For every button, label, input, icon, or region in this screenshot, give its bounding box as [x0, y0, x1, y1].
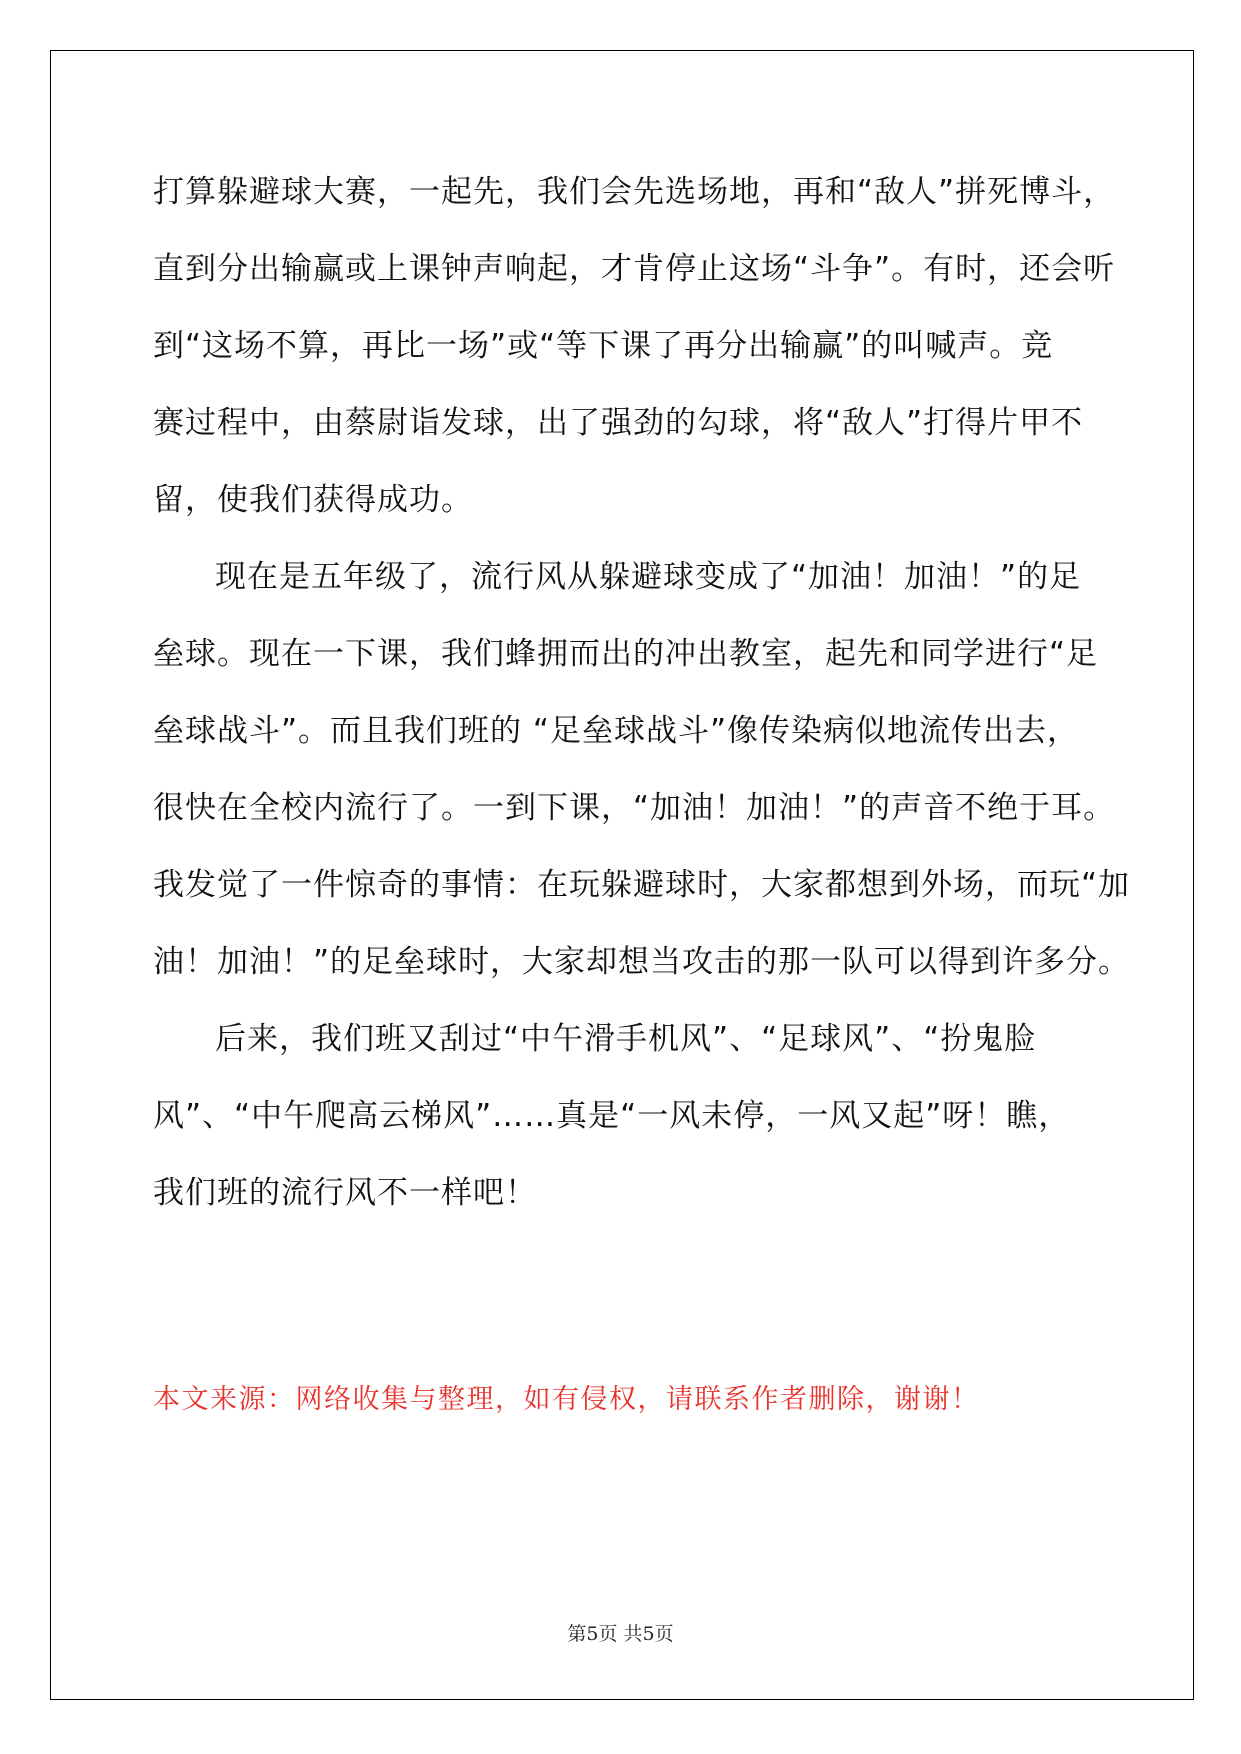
page-number-footer: 第5页 共5页 — [567, 1623, 674, 1645]
text-line: 我发觉了一件惊奇的事情：在玩躲避球时，大家都想到外场，而玩“加 — [153, 867, 1131, 903]
text-line: 油！加油！”的足垒球时，大家却想当攻击的那一队可以得到许多分。 — [153, 944, 1131, 980]
text-line: 赛过程中，由蔡尉诣发球，出了强劲的勾球，将“敌人”打得片甲不 — [153, 405, 1084, 441]
paragraph-first-line: 现在是五年级了，流行风从躲避球变成了“加油！加油！”的足 — [215, 559, 1082, 595]
paragraph-first-line: 后来，我们班又刮过“中午滑手机风”、“足球风”、“扮鬼脸 — [215, 1021, 1037, 1057]
text-line: 垒球。现在一下课，我们蜂拥而出的冲出教室，起先和同学进行“足 — [153, 636, 1099, 672]
text-line: 垒球战斗”。而且我们班的 “足垒球战斗”像传染病似地流传出去， — [153, 713, 1080, 749]
text-line: 直到分出输赢或上课钟声响起，才肯停止这场“斗争”。有时，还会听 — [153, 251, 1116, 287]
text-line: 风”、“中午爬高云梯风”……真是“一风未停，一风又起”呀！瞧， — [153, 1098, 1071, 1134]
text-line: 到“这场不算，再比一场”或“等下课了再分出输赢”的叫喊声。竞 — [153, 328, 1054, 364]
article-body — [153, 162, 1131, 1240]
text-line: 很快在全校内流行了。一到下课，“加油！加油！”的声音不绝于耳。 — [153, 790, 1116, 826]
text-line: 我们班的流行风不一样吧！ — [153, 1175, 537, 1211]
source-note: 本文来源：网络收集与整理，如有侵权，请联系作者删除，谢谢！ — [153, 1384, 980, 1415]
text-line: 打算躲避球大赛，一起先，我们会先选场地，再和“敌人”拼死博斗， — [153, 174, 1116, 210]
text-line: 留，使我们获得成功。 — [153, 482, 473, 518]
